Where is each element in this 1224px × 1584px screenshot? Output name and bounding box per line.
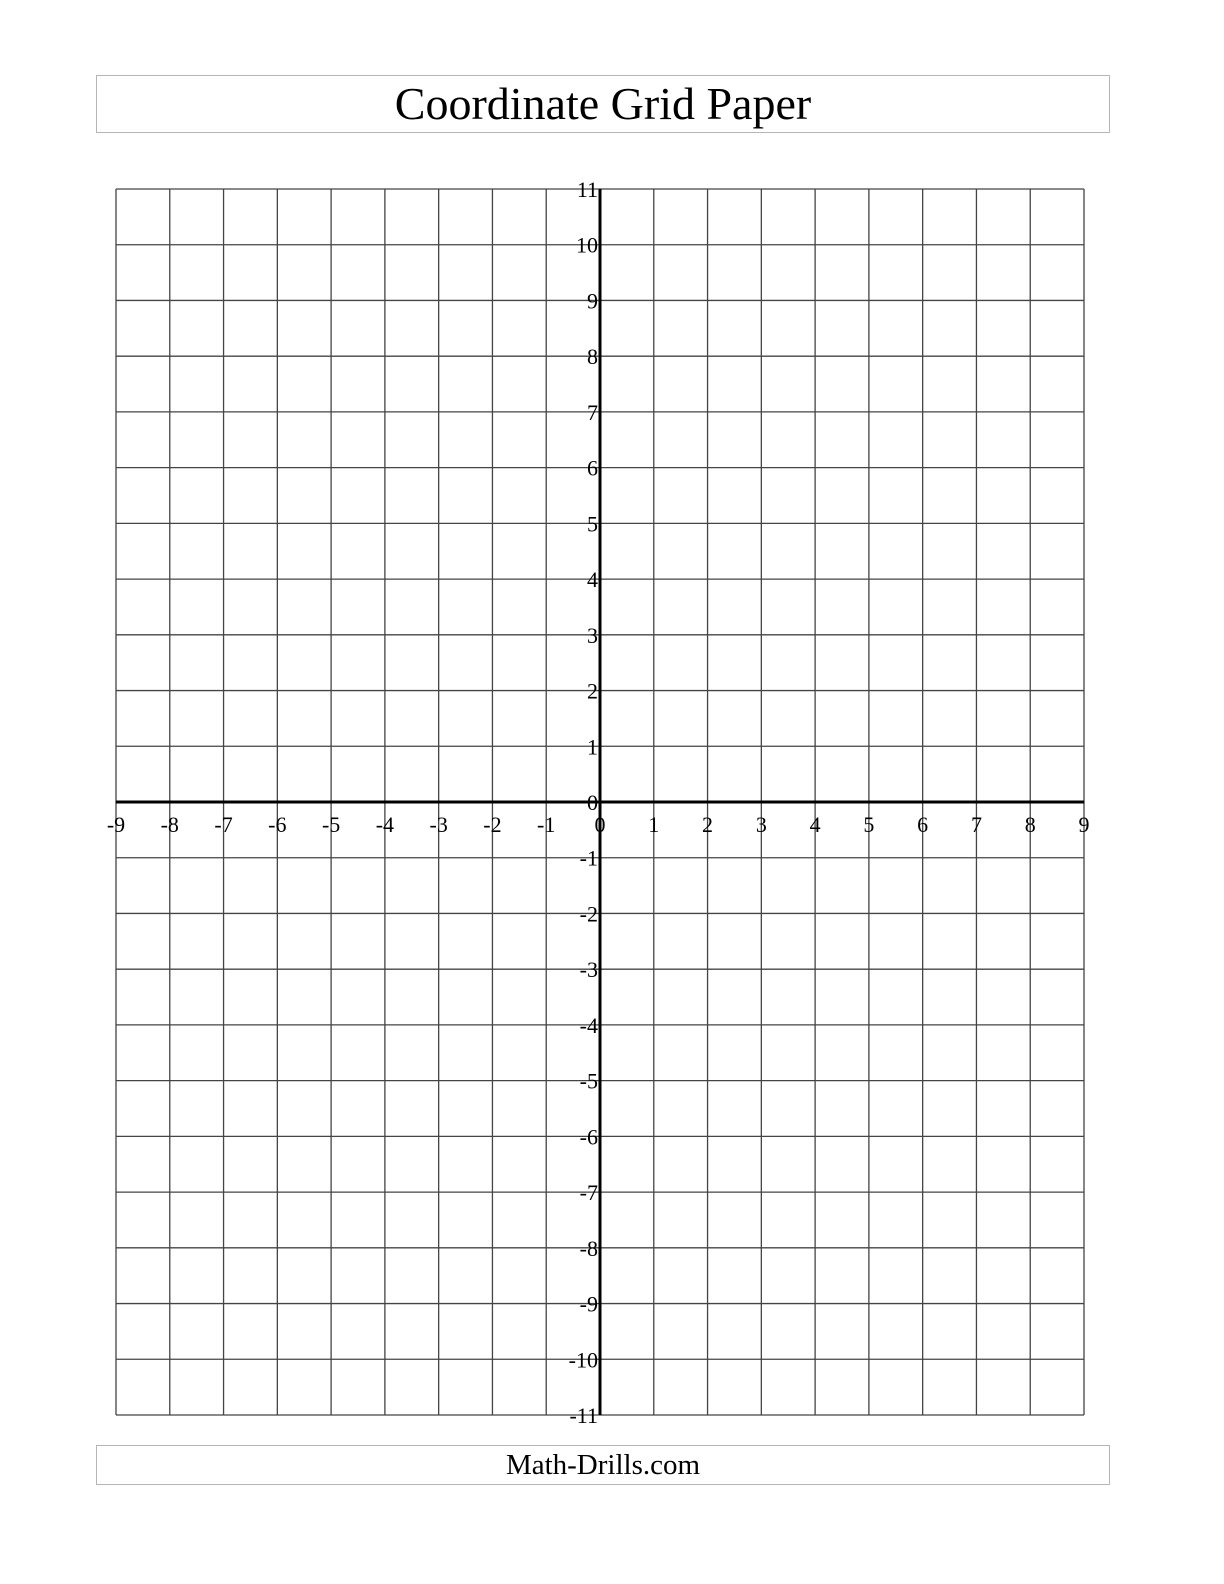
y-tick-label: 7 (587, 399, 598, 425)
x-axis-tick-labels (107, 812, 1090, 837)
x-tick-label: 6 (917, 812, 929, 837)
footer-box (96, 1445, 1110, 1485)
x-tick-label: 2 (702, 812, 714, 837)
y-tick-label: -3 (579, 957, 598, 983)
y-tick-label: 1 (587, 734, 598, 760)
y-tick-label: 0 (587, 790, 598, 815)
y-tick-label: -7 (579, 1180, 598, 1206)
y-tick-label: 4 (587, 567, 598, 593)
y-tick-label: -10 (568, 1347, 598, 1373)
x-tick-label: 7 (970, 812, 982, 837)
footer-credit: Math-Drills.com (505, 1448, 701, 1481)
y-tick-label: -8 (579, 1235, 598, 1261)
x-tick-label: -8 (160, 812, 179, 837)
y-tick-label: -9 (579, 1291, 598, 1317)
y-tick-label: 3 (587, 622, 598, 648)
y-tick-label: -1 (579, 845, 598, 871)
page-title: Coordinate Grid Paper (394, 78, 812, 129)
y-tick-label: 6 (587, 455, 598, 481)
x-tick-label: -1 (537, 812, 556, 837)
x-tick-label: 4 (809, 812, 821, 837)
x-tick-label: 0 (594, 812, 606, 837)
y-tick-label: 9 (587, 288, 598, 314)
axes (116, 189, 1084, 1415)
x-tick-label: 8 (1024, 812, 1036, 837)
y-tick-label: -11 (569, 1403, 598, 1428)
x-tick-label: -6 (268, 812, 287, 837)
y-tick-label: -6 (579, 1124, 598, 1150)
x-tick-label: -3 (429, 812, 448, 837)
x-tick-label: -4 (375, 812, 395, 837)
y-tick-label: 11 (576, 177, 598, 202)
y-tick-label: -2 (579, 901, 598, 927)
x-tick-label: -2 (483, 812, 502, 837)
y-tick-label: 10 (576, 232, 598, 258)
x-tick-label: 9 (1078, 812, 1090, 837)
y-tick-label: 5 (587, 511, 598, 537)
y-tick-label: -5 (579, 1068, 598, 1094)
x-tick-label: 1 (648, 812, 660, 837)
x-tick-label: -7 (214, 812, 233, 837)
x-tick-label: 5 (863, 812, 875, 837)
y-tick-label: 2 (587, 678, 598, 704)
x-tick-label: -9 (106, 812, 126, 837)
x-tick-label: 3 (755, 812, 767, 837)
y-tick-label: -4 (579, 1012, 598, 1038)
x-tick-label: -5 (321, 812, 341, 837)
y-tick-label: 8 (587, 344, 598, 370)
